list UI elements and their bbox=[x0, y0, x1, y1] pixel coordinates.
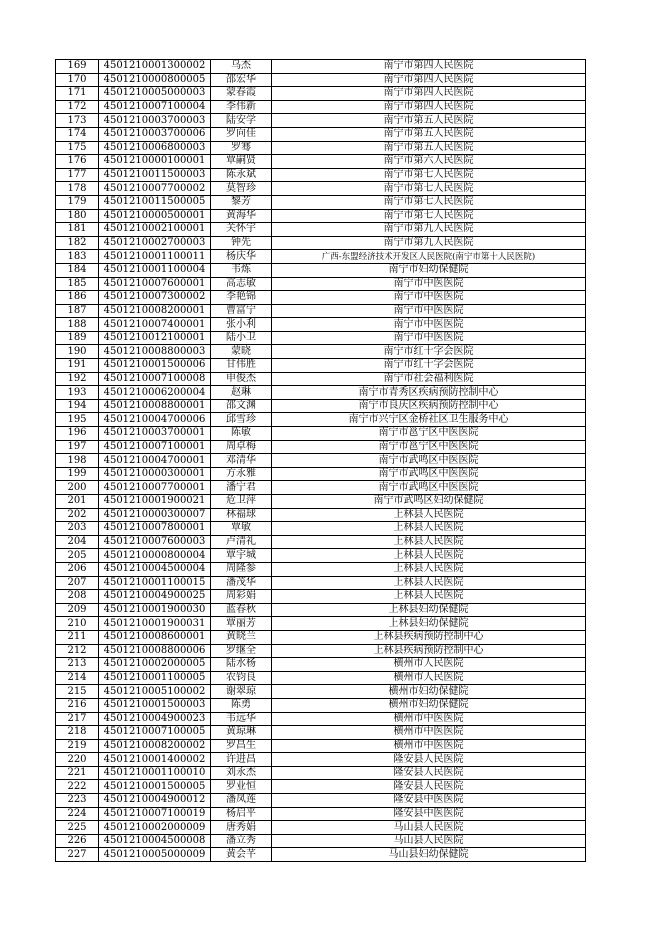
table-row bbox=[56, 780, 586, 794]
cell-name: 黄晓兰 bbox=[211, 630, 272, 644]
cell-name: 杨庆华 bbox=[211, 250, 272, 264]
cell-name: 赵琳 bbox=[211, 386, 272, 400]
table-row bbox=[56, 359, 586, 373]
table-row bbox=[56, 821, 586, 835]
cell-cert-number: 4501210008200002 bbox=[99, 739, 211, 753]
cell-index: 194 bbox=[56, 399, 99, 413]
cell-index: 186 bbox=[56, 291, 99, 305]
cell-name: 韦炼 bbox=[211, 263, 272, 277]
table-row bbox=[56, 291, 586, 305]
cell-name: 蒙晓 bbox=[211, 345, 272, 359]
cell-index: 211 bbox=[56, 630, 99, 644]
cell-index: 190 bbox=[56, 345, 99, 359]
cell-cert-number: 4501210004500004 bbox=[99, 562, 211, 576]
cell-cert-number: 4501210012100001 bbox=[99, 331, 211, 345]
cell-institution: 上林县人民医院 bbox=[272, 535, 586, 549]
cell-institution: 上林县人民医院 bbox=[272, 590, 586, 604]
cell-index: 203 bbox=[56, 522, 99, 536]
cell-cert-number: 4501210005000003 bbox=[99, 87, 211, 101]
table-row bbox=[56, 535, 586, 549]
cell-institution: 南宁市第五人民医院 bbox=[272, 114, 586, 128]
cell-name: 林福球 bbox=[211, 508, 272, 522]
cell-name: 潘宁君 bbox=[211, 481, 272, 495]
table-row bbox=[56, 236, 586, 250]
cell-index: 216 bbox=[56, 698, 99, 712]
cell-name: 李伟新 bbox=[211, 100, 272, 114]
cell-index: 187 bbox=[56, 304, 99, 318]
cell-institution: 南宁市邕宁区中医医院 bbox=[272, 440, 586, 454]
table-row bbox=[56, 739, 586, 753]
cell-index: 171 bbox=[56, 87, 99, 101]
table-row bbox=[56, 155, 586, 169]
cell-institution: 上林县人民医院 bbox=[272, 576, 586, 590]
cell-index: 185 bbox=[56, 277, 99, 291]
cell-index: 184 bbox=[56, 263, 99, 277]
cell-institution: 南宁市第六人民医院 bbox=[272, 155, 586, 169]
cell-index: 175 bbox=[56, 141, 99, 155]
cell-name: 许进昌 bbox=[211, 753, 272, 767]
cell-institution: 隆安县人民医院 bbox=[272, 753, 586, 767]
cell-institution: 上林县妇幼保健院 bbox=[272, 603, 586, 617]
cell-cert-number: 4501210004700006 bbox=[99, 413, 211, 427]
cell-index: 225 bbox=[56, 821, 99, 835]
cell-index: 213 bbox=[56, 658, 99, 672]
cell-institution: 南宁市第五人民医院 bbox=[272, 127, 586, 141]
cell-index: 195 bbox=[56, 413, 99, 427]
table-row bbox=[56, 522, 586, 536]
personnel-table bbox=[55, 59, 586, 862]
cell-index: 223 bbox=[56, 794, 99, 808]
cell-institution: 南宁市第四人民医院 bbox=[272, 73, 586, 87]
cell-index: 219 bbox=[56, 739, 99, 753]
table-row bbox=[56, 399, 586, 413]
table-row bbox=[56, 141, 586, 155]
cell-institution: 横州市妇幼保健院 bbox=[272, 685, 586, 699]
cell-institution: 横州市人民医院 bbox=[272, 658, 586, 672]
table-row bbox=[56, 481, 586, 495]
cell-cert-number: 4501210001100005 bbox=[99, 671, 211, 685]
cell-cert-number: 4501210007400001 bbox=[99, 318, 211, 332]
table-row bbox=[56, 250, 586, 264]
cell-institution: 广西-东盟经济技术开发区人民医院(南宁市第十人民医院) bbox=[272, 250, 586, 264]
cell-cert-number: 4501210001500003 bbox=[99, 698, 211, 712]
table-row bbox=[56, 495, 586, 509]
table-row bbox=[56, 562, 586, 576]
cell-cert-number: 4501210000100001 bbox=[99, 155, 211, 169]
table-row bbox=[56, 467, 586, 481]
cell-index: 212 bbox=[56, 644, 99, 658]
cell-cert-number: 4501210000800004 bbox=[99, 549, 211, 563]
cell-cert-number: 4501210007600003 bbox=[99, 535, 211, 549]
table-row bbox=[56, 644, 586, 658]
cell-institution: 马山县妇幼保健院 bbox=[272, 848, 586, 862]
cell-institution: 隆安县人民医院 bbox=[272, 766, 586, 780]
cell-name: 张小利 bbox=[211, 318, 272, 332]
cell-cert-number: 4501210001100011 bbox=[99, 250, 211, 264]
table-row bbox=[56, 576, 586, 590]
cell-name: 唐秀娟 bbox=[211, 821, 272, 835]
cell-name: 陈敏 bbox=[211, 427, 272, 441]
table-row bbox=[56, 794, 586, 808]
cell-cert-number: 4501210003700006 bbox=[99, 127, 211, 141]
cell-cert-number: 4501210007100001 bbox=[99, 440, 211, 454]
cell-cert-number: 4501210008800003 bbox=[99, 345, 211, 359]
cell-index: 220 bbox=[56, 753, 99, 767]
table-row bbox=[56, 454, 586, 468]
cell-name: 罗昌生 bbox=[211, 739, 272, 753]
cell-name: 陈永斌 bbox=[211, 168, 272, 182]
table-row bbox=[56, 87, 586, 101]
cell-cert-number: 4501210007700001 bbox=[99, 481, 211, 495]
table-row bbox=[56, 277, 586, 291]
cell-cert-number: 4501210007100004 bbox=[99, 100, 211, 114]
cell-institution: 南宁市中医医院 bbox=[272, 304, 586, 318]
table-row bbox=[56, 807, 586, 821]
table-row bbox=[56, 440, 586, 454]
cell-name: 周彩娟 bbox=[211, 590, 272, 604]
cell-cert-number: 4501210004700001 bbox=[99, 454, 211, 468]
cell-institution: 南宁市红十字会医院 bbox=[272, 359, 586, 373]
cell-name: 莫智珍 bbox=[211, 182, 272, 196]
cell-index: 177 bbox=[56, 168, 99, 182]
cell-cert-number: 4501210003700003 bbox=[99, 114, 211, 128]
cell-name: 黄会芊 bbox=[211, 848, 272, 862]
cell-name: 潘茂华 bbox=[211, 576, 272, 590]
cell-name: 邵宏华 bbox=[211, 73, 272, 87]
cell-cert-number: 4501210001500006 bbox=[99, 359, 211, 373]
cell-cert-number: 4501210000500001 bbox=[99, 209, 211, 223]
cell-institution: 南宁市第七人民医院 bbox=[272, 209, 586, 223]
table-row bbox=[56, 223, 586, 237]
cell-index: 227 bbox=[56, 848, 99, 862]
cell-name: 刘永杰 bbox=[211, 766, 272, 780]
cell-institution: 南宁市第四人民医院 bbox=[272, 100, 586, 114]
cell-index: 201 bbox=[56, 495, 99, 509]
cell-cert-number: 4501210002000009 bbox=[99, 821, 211, 835]
cell-institution: 南宁市第九人民医院 bbox=[272, 236, 586, 250]
cell-cert-number: 4501210004900025 bbox=[99, 590, 211, 604]
cell-institution: 上林县人民医院 bbox=[272, 508, 586, 522]
cell-name: 高志敏 bbox=[211, 277, 272, 291]
table-row bbox=[56, 590, 586, 604]
cell-index: 173 bbox=[56, 114, 99, 128]
table-row bbox=[56, 195, 586, 209]
table-row bbox=[56, 671, 586, 685]
table-body bbox=[56, 60, 586, 862]
cell-cert-number: 4501210001900021 bbox=[99, 495, 211, 509]
cell-institution: 上林县人民医院 bbox=[272, 562, 586, 576]
cell-institution: 上林县妇幼保健院 bbox=[272, 617, 586, 631]
cell-index: 209 bbox=[56, 603, 99, 617]
cell-institution: 隆安县人民医院 bbox=[272, 780, 586, 794]
cell-institution: 马山县人民医院 bbox=[272, 834, 586, 848]
cell-index: 208 bbox=[56, 590, 99, 604]
cell-institution: 上林县疾病预防控制中心 bbox=[272, 630, 586, 644]
cell-cert-number: 4501210007700002 bbox=[99, 182, 211, 196]
cell-name: 覃宇城 bbox=[211, 549, 272, 563]
cell-name: 申俊杰 bbox=[211, 372, 272, 386]
cell-institution: 横州市中医医院 bbox=[272, 726, 586, 740]
cell-index: 217 bbox=[56, 712, 99, 726]
cell-index: 183 bbox=[56, 250, 99, 264]
cell-name: 罗业恒 bbox=[211, 780, 272, 794]
cell-institution: 上林县疾病预防控制中心 bbox=[272, 644, 586, 658]
cell-index: 207 bbox=[56, 576, 99, 590]
cell-institution: 南宁市良庆区疾病预防控制中心 bbox=[272, 399, 586, 413]
cell-institution: 南宁市武鸣区中医医院 bbox=[272, 481, 586, 495]
cell-name: 黎芳 bbox=[211, 195, 272, 209]
table-row bbox=[56, 318, 586, 332]
cell-index: 189 bbox=[56, 331, 99, 345]
cell-index: 214 bbox=[56, 671, 99, 685]
table-row bbox=[56, 127, 586, 141]
cell-name: 方永雅 bbox=[211, 467, 272, 481]
cell-index: 193 bbox=[56, 386, 99, 400]
cell-cert-number: 4501210001100004 bbox=[99, 263, 211, 277]
cell-cert-number: 4501210004900012 bbox=[99, 794, 211, 808]
cell-index: 169 bbox=[56, 60, 99, 74]
cell-name: 覃丽芳 bbox=[211, 617, 272, 631]
cell-institution: 南宁市中医医院 bbox=[272, 318, 586, 332]
table-row bbox=[56, 766, 586, 780]
table-row bbox=[56, 630, 586, 644]
cell-cert-number: 4501210001400002 bbox=[99, 753, 211, 767]
cell-index: 192 bbox=[56, 372, 99, 386]
cell-institution: 南宁市第九人民医院 bbox=[272, 223, 586, 237]
cell-institution: 南宁市红十字会医院 bbox=[272, 345, 586, 359]
cell-index: 226 bbox=[56, 834, 99, 848]
table-row bbox=[56, 603, 586, 617]
cell-index: 199 bbox=[56, 467, 99, 481]
cell-cert-number: 4501210007600001 bbox=[99, 277, 211, 291]
cell-cert-number: 4501210002700003 bbox=[99, 236, 211, 250]
cell-cert-number: 4501210001100010 bbox=[99, 766, 211, 780]
cell-cert-number: 4501210008800001 bbox=[99, 399, 211, 413]
cell-cert-number: 4501210002000005 bbox=[99, 658, 211, 672]
cell-cert-number: 4501210011500005 bbox=[99, 195, 211, 209]
cell-institution: 南宁市妇幼保健院 bbox=[272, 263, 586, 277]
table-row bbox=[56, 427, 586, 441]
cell-cert-number: 4501210008200001 bbox=[99, 304, 211, 318]
table-row bbox=[56, 345, 586, 359]
table-row bbox=[56, 698, 586, 712]
cell-name: 韦远华 bbox=[211, 712, 272, 726]
cell-index: 181 bbox=[56, 223, 99, 237]
cell-cert-number: 4501210000800005 bbox=[99, 73, 211, 87]
cell-institution: 南宁市第七人民医院 bbox=[272, 195, 586, 209]
cell-index: 205 bbox=[56, 549, 99, 563]
cell-institution: 南宁市青秀区疾病预防控制中心 bbox=[272, 386, 586, 400]
cell-institution: 南宁市第七人民医院 bbox=[272, 182, 586, 196]
cell-cert-number: 4501210000300001 bbox=[99, 467, 211, 481]
cell-name: 罗骞 bbox=[211, 141, 272, 155]
cell-name: 谢翠琼 bbox=[211, 685, 272, 699]
table-row bbox=[56, 168, 586, 182]
cell-institution: 隆安县中医医院 bbox=[272, 794, 586, 808]
cell-institution: 南宁市武鸣区妇幼保健院 bbox=[272, 495, 586, 509]
cell-index: 221 bbox=[56, 766, 99, 780]
table-row bbox=[56, 848, 586, 862]
cell-cert-number: 4501210005100002 bbox=[99, 685, 211, 699]
cell-cert-number: 4501210008600001 bbox=[99, 630, 211, 644]
cell-institution: 横州市中医医院 bbox=[272, 712, 586, 726]
cell-cert-number: 4501210004500008 bbox=[99, 834, 211, 848]
cell-name: 黄琼琳 bbox=[211, 726, 272, 740]
cell-institution: 南宁市邕宁区中医医院 bbox=[272, 427, 586, 441]
cell-institution: 横州市中医医院 bbox=[272, 739, 586, 753]
cell-cert-number: 4501210004900023 bbox=[99, 712, 211, 726]
cell-cert-number: 4501210001300002 bbox=[99, 60, 211, 74]
table-row bbox=[56, 658, 586, 672]
cell-index: 210 bbox=[56, 617, 99, 631]
cell-index: 224 bbox=[56, 807, 99, 821]
cell-cert-number: 4501210007100019 bbox=[99, 807, 211, 821]
cell-name: 钟先 bbox=[211, 236, 272, 250]
cell-index: 215 bbox=[56, 685, 99, 699]
cell-index: 218 bbox=[56, 726, 99, 740]
cell-name: 周隆参 bbox=[211, 562, 272, 576]
cell-index: 202 bbox=[56, 508, 99, 522]
table-row bbox=[56, 685, 586, 699]
cell-cert-number: 4501210002100001 bbox=[99, 223, 211, 237]
table-row bbox=[56, 114, 586, 128]
cell-name: 关怀宇 bbox=[211, 223, 272, 237]
cell-name: 陈勇 bbox=[211, 698, 272, 712]
cell-name: 邱雪珍 bbox=[211, 413, 272, 427]
cell-name: 黄海华 bbox=[211, 209, 272, 223]
cell-name: 乌杰 bbox=[211, 60, 272, 74]
table-row bbox=[56, 73, 586, 87]
cell-institution: 隆安县中医医院 bbox=[272, 807, 586, 821]
cell-index: 198 bbox=[56, 454, 99, 468]
cell-institution: 南宁市第四人民医院 bbox=[272, 60, 586, 74]
cell-cert-number: 4501210005000009 bbox=[99, 848, 211, 862]
cell-cert-number: 4501210001900031 bbox=[99, 617, 211, 631]
cell-name: 邵文渊 bbox=[211, 399, 272, 413]
cell-index: 172 bbox=[56, 100, 99, 114]
cell-institution: 南宁市第五人民医院 bbox=[272, 141, 586, 155]
table-row bbox=[56, 304, 586, 318]
cell-institution: 马山县人民医院 bbox=[272, 821, 586, 835]
cell-name: 陆水杨 bbox=[211, 658, 272, 672]
cell-cert-number: 4501210001900030 bbox=[99, 603, 211, 617]
cell-cert-number: 4501210003700001 bbox=[99, 427, 211, 441]
cell-index: 188 bbox=[56, 318, 99, 332]
cell-institution: 上林县人民医院 bbox=[272, 522, 586, 536]
cell-name: 危卫萍 bbox=[211, 495, 272, 509]
cell-name: 蒙春霞 bbox=[211, 87, 272, 101]
table-row bbox=[56, 60, 586, 74]
table-row bbox=[56, 100, 586, 114]
cell-institution: 横州市妇幼保健院 bbox=[272, 698, 586, 712]
table-row bbox=[56, 372, 586, 386]
cell-name: 潘立秀 bbox=[211, 834, 272, 848]
table-row bbox=[56, 413, 586, 427]
table-row bbox=[56, 726, 586, 740]
cell-name: 李艳锦 bbox=[211, 291, 272, 305]
table-row bbox=[56, 834, 586, 848]
cell-institution: 南宁市中医医院 bbox=[272, 291, 586, 305]
cell-cert-number: 4501210007300002 bbox=[99, 291, 211, 305]
cell-index: 182 bbox=[56, 236, 99, 250]
cell-cert-number: 4501210000300007 bbox=[99, 508, 211, 522]
cell-index: 179 bbox=[56, 195, 99, 209]
cell-cert-number: 4501210007100008 bbox=[99, 372, 211, 386]
table-row bbox=[56, 263, 586, 277]
table-row bbox=[56, 617, 586, 631]
cell-name: 罗继全 bbox=[211, 644, 272, 658]
cell-institution: 南宁市第七人民医院 bbox=[272, 168, 586, 182]
table-row bbox=[56, 712, 586, 726]
cell-index: 180 bbox=[56, 209, 99, 223]
cell-index: 196 bbox=[56, 427, 99, 441]
cell-name: 陆小卫 bbox=[211, 331, 272, 345]
cell-name: 甘伟胜 bbox=[211, 359, 272, 373]
cell-cert-number: 4501210007800001 bbox=[99, 522, 211, 536]
cell-institution: 南宁市中医医院 bbox=[272, 331, 586, 345]
cell-cert-number: 4501210007100005 bbox=[99, 726, 211, 740]
cell-name: 周卓梅 bbox=[211, 440, 272, 454]
cell-name: 覃嗣贤 bbox=[211, 155, 272, 169]
cell-name: 卢清礼 bbox=[211, 535, 272, 549]
cell-index: 206 bbox=[56, 562, 99, 576]
cell-index: 170 bbox=[56, 73, 99, 87]
cell-cert-number: 4501210001100015 bbox=[99, 576, 211, 590]
cell-institution: 横州市人民医院 bbox=[272, 671, 586, 685]
cell-index: 222 bbox=[56, 780, 99, 794]
cell-index: 178 bbox=[56, 182, 99, 196]
cell-institution: 南宁市中医医院 bbox=[272, 277, 586, 291]
cell-institution: 上林县人民医院 bbox=[272, 549, 586, 563]
table-row bbox=[56, 331, 586, 345]
table-row bbox=[56, 508, 586, 522]
cell-institution: 南宁市第四人民医院 bbox=[272, 87, 586, 101]
cell-name: 杨启平 bbox=[211, 807, 272, 821]
cell-cert-number: 4501210011500003 bbox=[99, 168, 211, 182]
cell-institution: 南宁市兴宁区金桥社区卫生服务中心 bbox=[272, 413, 586, 427]
cell-name: 潘凤莲 bbox=[211, 794, 272, 808]
cell-cert-number: 4501210006200004 bbox=[99, 386, 211, 400]
cell-index: 176 bbox=[56, 155, 99, 169]
cell-index: 204 bbox=[56, 535, 99, 549]
cell-index: 174 bbox=[56, 127, 99, 141]
cell-cert-number: 4501210008800006 bbox=[99, 644, 211, 658]
cell-name: 农钧良 bbox=[211, 671, 272, 685]
table-row bbox=[56, 753, 586, 767]
cell-institution: 南宁市社会福利医院 bbox=[272, 372, 586, 386]
cell-name: 陆安学 bbox=[211, 114, 272, 128]
cell-name: 覃敏 bbox=[211, 522, 272, 536]
cell-index: 197 bbox=[56, 440, 99, 454]
cell-cert-number: 4501210006800003 bbox=[99, 141, 211, 155]
cell-index: 191 bbox=[56, 359, 99, 373]
cell-name: 邓清华 bbox=[211, 454, 272, 468]
table-row bbox=[56, 209, 586, 223]
cell-name: 曹富宁 bbox=[211, 304, 272, 318]
table-row bbox=[56, 182, 586, 196]
cell-cert-number: 4501210001500005 bbox=[99, 780, 211, 794]
cell-name: 罗向佳 bbox=[211, 127, 272, 141]
cell-institution: 南宁市武鸣区中医医院 bbox=[272, 467, 586, 481]
cell-institution: 南宁市武鸣区中医医院 bbox=[272, 454, 586, 468]
cell-name: 蓝春秋 bbox=[211, 603, 272, 617]
table-row bbox=[56, 549, 586, 563]
cell-index: 200 bbox=[56, 481, 99, 495]
table-row bbox=[56, 386, 586, 400]
